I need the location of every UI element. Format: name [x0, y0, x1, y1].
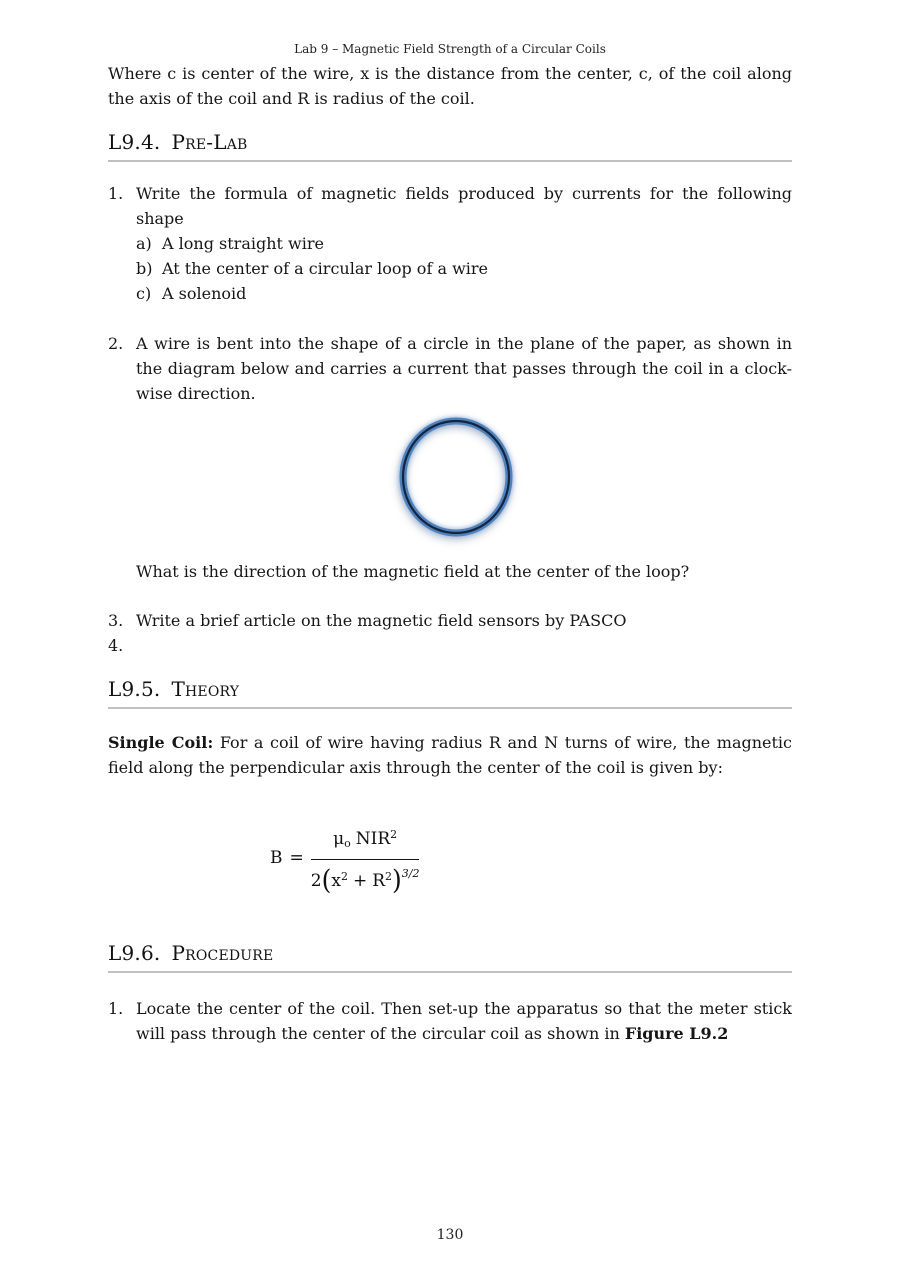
circular-coil-diagram [108, 412, 792, 542]
list-item-text: Write the formula of magnetic fields produced by currents for the following shape [136, 184, 792, 228]
list-item-body [136, 996, 792, 1046]
x-exponent: 2 [340, 870, 348, 883]
formula-fraction [310, 824, 420, 896]
open-paren: ( [321, 863, 332, 896]
page-number: 130 [436, 1227, 464, 1243]
numerator-exponent: 2 [390, 828, 398, 841]
sub-list-item [136, 231, 792, 256]
magnetic-field-formula [270, 824, 792, 896]
close-paren: ) [392, 863, 402, 896]
coil-inner-line [403, 421, 509, 533]
sub-item-text: A solenoid [162, 284, 247, 303]
list-item-number: 3. [108, 611, 124, 630]
theory-lead-text: For a coil of wire having radius R and N turns of wire, the magnetic field along the perpendicular axis through the center of the coil is given by: [108, 733, 793, 777]
sub-item-text: A long straight wire [162, 234, 324, 253]
prelab-question: What is the direction of the magnetic field at the center of the loop? [136, 562, 690, 581]
section-heading-prelab [108, 130, 792, 154]
sub-list-item [136, 256, 792, 281]
plus-operator: + [352, 871, 368, 891]
list-item [108, 608, 792, 633]
section-title: Procedure [171, 941, 274, 965]
list-item [108, 633, 792, 658]
list-item [108, 996, 792, 1046]
list-item-text: Write a brief article on the magnetic field sensors by PASCO [136, 611, 627, 630]
r-term: R [372, 871, 385, 891]
sub-item-text: At the center of a circular loop of a wire [162, 259, 488, 278]
theory-lead-bold: Single Coil: [108, 733, 214, 752]
r-exponent: 2 [385, 870, 392, 883]
formula-numerator [311, 824, 420, 860]
section-heading-procedure [108, 941, 792, 965]
list-item-number: 1. [108, 184, 124, 203]
heading-divider [108, 971, 792, 973]
sub-item-label: b) [136, 259, 153, 278]
heading-divider [108, 160, 792, 162]
coil-ring-icon [393, 412, 519, 542]
section-number: L9.4. [108, 130, 161, 154]
list-item-body [136, 181, 792, 306]
section-heading-theory [108, 677, 792, 701]
section-number: L9.5. [108, 677, 161, 701]
formula-equals: = [289, 848, 304, 868]
sub-item-label: c) [136, 284, 152, 303]
x-term: x [331, 871, 341, 891]
sub-item-label: a) [136, 234, 152, 253]
theory-paragraph [108, 730, 792, 780]
heading-divider [108, 707, 792, 709]
list-item-text: A wire is bent into the shape of a circle in the plane of the paper, as shown in the diagram below and carries a current that passes through the coil in a clock-wise direction. [136, 334, 792, 403]
list-item-number: 1. [108, 999, 124, 1018]
mu-symbol: μ [333, 829, 345, 849]
formula-lhs: B [270, 848, 283, 868]
list-item-text: Locate the center of the coil. Then set-up the apparatus so that the meter stick will pass through the center of the circular coil as shown in [136, 999, 792, 1043]
mu-subscript: o [344, 837, 351, 850]
sub-list-item [136, 281, 792, 306]
intro-paragraph: Where c is center of the wire, x is the distance from the center, c, of the coil along the axis of the coil and R is radius of the coil. [108, 64, 792, 108]
running-header: Lab 9 – Magnetic Field Strength of a Circular Coils [294, 42, 606, 56]
section-title: Theory [171, 677, 240, 701]
list-item [108, 181, 792, 306]
list-item [108, 331, 792, 406]
formula-denominator [310, 860, 420, 896]
list-item-number: 2. [108, 334, 124, 353]
denominator-coefficient: 2 [310, 871, 322, 891]
list-item-number: 4. [108, 636, 124, 655]
figure-reference: Figure L9.2 [624, 1024, 729, 1043]
outer-exponent: 3/2 [401, 867, 420, 880]
numerator-term: NIR [355, 829, 391, 849]
section-number: L9.6. [108, 941, 161, 965]
section-title: Pre-Lab [171, 130, 248, 154]
